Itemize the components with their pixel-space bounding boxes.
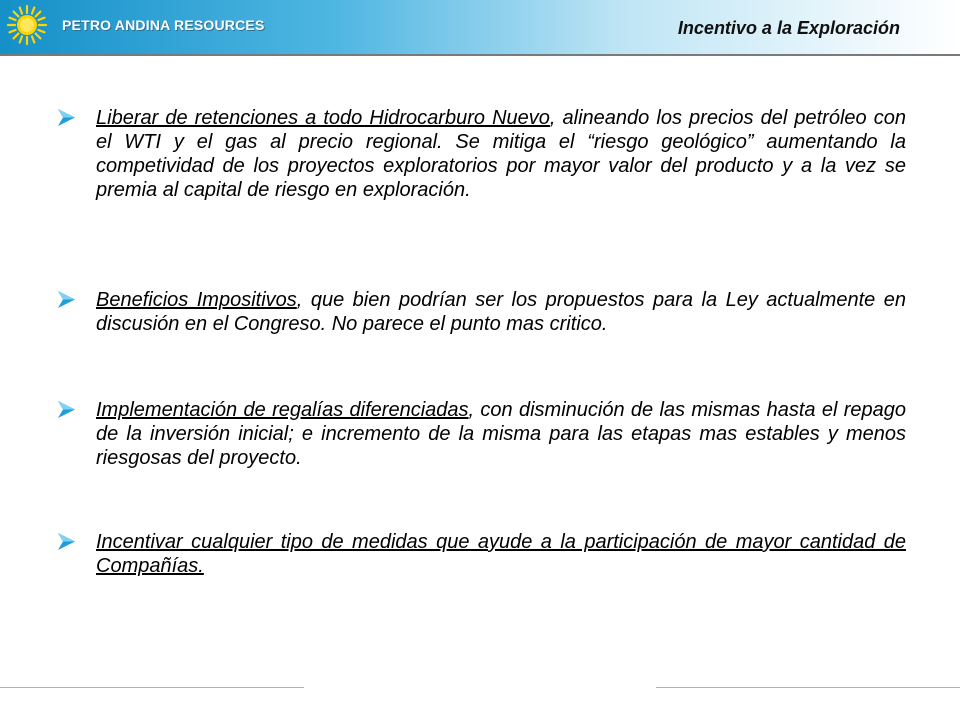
arrow-bullet-icon: [58, 291, 75, 308]
bullet-lead: Incentivar cualquier tipo de medidas que ayude a la participación de mayor cantidad de Compañías.: [96, 531, 906, 577]
arrow-bullet-icon: [58, 401, 75, 418]
bullet-text: [96, 398, 906, 470]
bullet-lead: Implementación de regalías diferenciadas: [96, 399, 469, 421]
slide-title: Incentivo a la Exploración: [677, 18, 900, 38]
bullet-rest: , alineando los precios del petróleo con el WTI y el gas al precio regional. Se mitiga el “riesgo geológico” aumentando la competividad de los proyectos exploratorios por mayor valor del producto y a la vez se premia al capital de riesgo en exploración.: [96, 107, 906, 201]
bullet-item-regalias: [58, 398, 906, 470]
company-name: PETRO ANDINA RESOURCES: [62, 17, 265, 33]
bullet-item-retenciones: [58, 106, 906, 202]
footer-divider-right: [656, 687, 960, 688]
bullet-item-incentivar: [58, 530, 906, 578]
bullet-lead: Liberar de retenciones a todo Hidrocarburo Nuevo: [96, 107, 550, 129]
footer-divider-left: [0, 687, 304, 688]
sun-icon: [6, 4, 48, 46]
bullet-rest: , que bien podrían ser los propuestos para la Ley actualmente en discusión en el Congreso. No parece el punto mas critico.: [96, 289, 906, 335]
header-bar: [0, 0, 960, 56]
bullet-text: [96, 530, 906, 578]
bullet-rest: , con disminución de las mismas hasta el repago de la inversión inicial; e incremento de la misma para las etapas mas estables y menos riesgosas del proyecto.: [96, 399, 907, 469]
arrow-bullet-icon: [58, 533, 75, 550]
arrow-bullet-icon: [58, 109, 75, 126]
bullet-text: [96, 106, 906, 202]
bullet-lead: Beneficios Impositivos: [96, 289, 297, 311]
bullet-text: [96, 288, 906, 336]
bullet-item-beneficios: [58, 288, 906, 336]
